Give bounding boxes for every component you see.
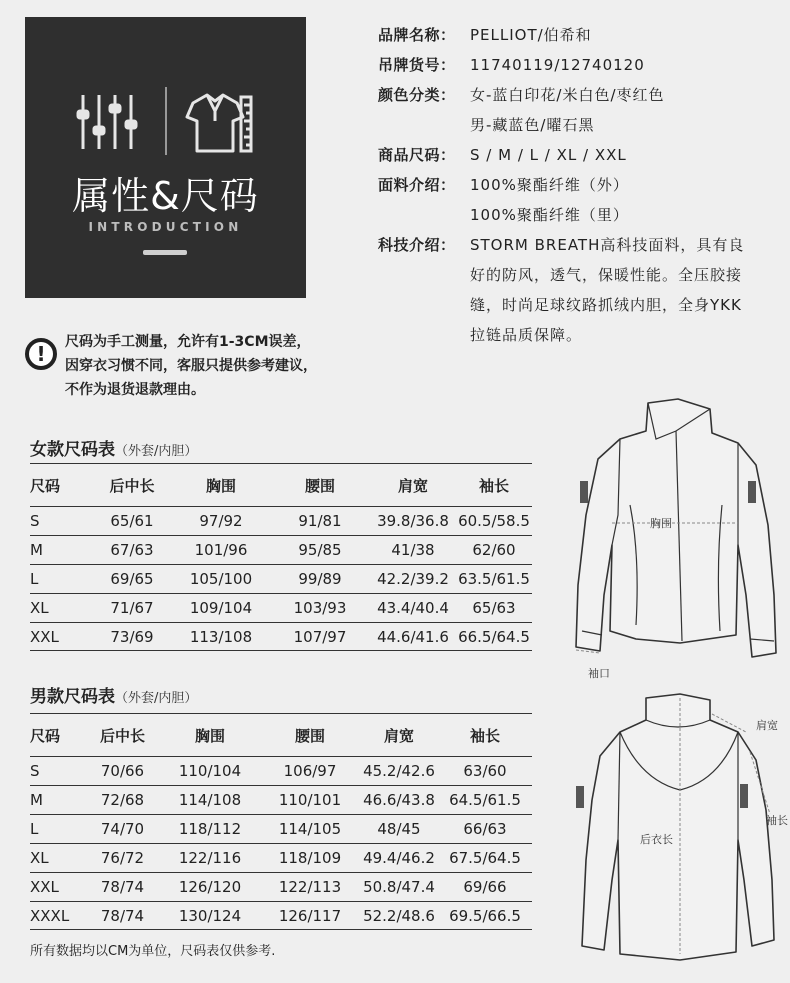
table-cell: XL xyxy=(30,599,49,617)
table-row xyxy=(30,564,532,593)
table-cell: 50.8/47.4 xyxy=(363,878,435,896)
table-row xyxy=(30,535,532,564)
info-row xyxy=(378,50,778,80)
table-cell: L xyxy=(30,820,39,838)
info-value: 拉链品质保障。 xyxy=(470,326,583,344)
jacket-front-illustration xyxy=(560,395,790,685)
men-size-table xyxy=(30,713,532,930)
info-values xyxy=(470,140,778,170)
footnote: 所有数据均以CM为单位，尺码表仅供参考. xyxy=(30,944,276,959)
jacket-back-illustration xyxy=(560,690,790,980)
info-label: 吊牌货号： xyxy=(378,56,456,74)
warning-text xyxy=(65,330,317,402)
table-row xyxy=(30,872,532,901)
table-row xyxy=(30,901,532,930)
table-cell: 71/67 xyxy=(110,599,154,617)
table-cell: 63.5/61.5 xyxy=(458,570,530,588)
table-cell: 95/85 xyxy=(298,541,342,559)
women-size-chart-title xyxy=(30,435,197,460)
warning-line: 尺码为手工测量，允许有1-3CM误差， xyxy=(65,334,311,350)
sleeve-length-label: 袖长 xyxy=(766,814,788,827)
table-cell: 63/60 xyxy=(463,762,507,780)
table-cell: 65/61 xyxy=(110,512,154,530)
warning-line: 不作为退货退款理由。 xyxy=(65,382,205,398)
info-value: 缝，时尚足球纹路抓绒内胆，全身YKK xyxy=(470,296,742,314)
table-cell: 114/105 xyxy=(278,820,342,838)
women-size-table xyxy=(30,463,532,651)
table-header-cell: 尺码 xyxy=(30,726,61,745)
table-row xyxy=(30,756,532,785)
table-cell: 41/38 xyxy=(391,541,435,559)
table-cell: 110/101 xyxy=(278,791,342,809)
info-value: STORM BREATH高科技面料，具有良 xyxy=(470,236,745,254)
table-header-row xyxy=(30,714,532,756)
men-title-text: 男款尺码表 xyxy=(30,687,115,707)
info-row xyxy=(378,20,778,50)
polo-shirt-icon xyxy=(187,95,243,151)
table-row xyxy=(30,843,532,872)
back-length-label: 后衣长 xyxy=(640,833,673,846)
table-cell: 130/124 xyxy=(178,906,242,925)
attribute-banner xyxy=(25,17,306,298)
info-value: 男-藏蓝色/曜石黑 xyxy=(470,116,595,134)
men-size-chart-title xyxy=(30,682,197,707)
table-cell: 49.4/46.2 xyxy=(363,849,435,867)
table-cell: 99/89 xyxy=(298,570,342,588)
warning-line: 因穿衣习惯不同，客服只提供参考建议， xyxy=(65,358,317,374)
table-cell: 64.5/61.5 xyxy=(449,791,521,809)
chest-label: 胸围 xyxy=(650,517,672,530)
table-cell: 43.4/40.4 xyxy=(377,599,449,617)
banner-accent-bar xyxy=(143,250,187,255)
info-values xyxy=(470,170,778,230)
info-value: PELLIOT/伯希和 xyxy=(470,26,592,44)
table-cell: 44.6/41.6 xyxy=(377,627,449,646)
info-value: S / M / L / XL / XXL xyxy=(470,146,627,164)
info-value: 11740119/12740120 xyxy=(470,56,645,74)
table-cell: 113/108 xyxy=(189,627,253,646)
table-row xyxy=(30,593,532,622)
table-header-cell: 后中长 xyxy=(109,476,155,495)
table-header-cell: 腰围 xyxy=(294,726,325,745)
table-cell: 118/109 xyxy=(278,849,342,867)
table-cell: 114/108 xyxy=(178,791,242,809)
table-cell: 118/112 xyxy=(178,820,242,838)
table-header-cell: 肩宽 xyxy=(383,726,414,745)
table-row xyxy=(30,814,532,843)
table-cell: S xyxy=(30,762,40,780)
info-values xyxy=(470,80,778,140)
women-title-note: （外套/内胆） xyxy=(115,444,198,459)
table-cell: 103/93 xyxy=(293,599,347,617)
table-cell: 66.5/64.5 xyxy=(458,627,530,646)
table-cell: 70/66 xyxy=(100,762,145,780)
table-cell: 48/45 xyxy=(377,820,421,838)
table-cell: 60.5/58.5 xyxy=(458,512,530,530)
table-header-cell: 胸围 xyxy=(205,476,236,495)
table-cell: 107/97 xyxy=(293,627,347,646)
info-row xyxy=(378,80,778,140)
table-cell: 110/104 xyxy=(178,762,242,780)
table-cell: 78/74 xyxy=(100,878,145,896)
table-row xyxy=(30,622,532,651)
sliders-icon xyxy=(78,95,136,149)
table-cell: 39.8/36.8 xyxy=(377,512,449,530)
men-title-note: （外套/内胆） xyxy=(115,691,198,706)
info-label: 品牌名称： xyxy=(378,26,456,44)
info-row xyxy=(378,230,778,350)
table-cell: 97/92 xyxy=(199,512,243,530)
info-value: 100%聚酯纤维（里） xyxy=(470,206,629,224)
info-values xyxy=(470,230,778,350)
table-cell: XXL xyxy=(30,627,59,646)
info-values xyxy=(470,20,778,50)
jacket-front-diagram xyxy=(560,395,790,685)
table-cell: 72/68 xyxy=(100,791,145,809)
table-header-cell: 后中长 xyxy=(99,726,145,745)
table-cell: XXXL xyxy=(30,906,70,925)
banner-subtitle: INTRODUCTION xyxy=(88,220,243,234)
table-header-row xyxy=(30,464,532,506)
table-cell: 62/60 xyxy=(472,541,516,559)
info-label: 科技介绍： xyxy=(378,236,456,254)
table-cell: XXL xyxy=(30,878,59,896)
table-cell: 45.2/42.6 xyxy=(363,762,435,780)
banner-icons xyxy=(25,87,306,157)
table-cell: 65/63 xyxy=(472,599,516,617)
info-label: 面料介绍： xyxy=(378,176,456,194)
table-header-cell: 袖长 xyxy=(469,726,500,745)
info-row xyxy=(378,140,778,170)
table-cell: S xyxy=(30,512,40,530)
table-cell: 106/97 xyxy=(283,762,337,780)
table-cell: 109/104 xyxy=(189,599,253,617)
table-cell: 52.2/48.6 xyxy=(363,906,435,925)
table-header-cell: 肩宽 xyxy=(397,476,428,495)
jacket-back-diagram xyxy=(560,690,790,980)
table-cell: 69/66 xyxy=(463,878,507,896)
table-header-cell: 袖长 xyxy=(478,476,509,495)
exclamation-icon: ! xyxy=(25,338,57,370)
table-header-cell: 尺码 xyxy=(30,476,61,495)
table-row xyxy=(30,506,532,535)
info-label: 颜色分类： xyxy=(378,86,456,104)
women-title-text: 女款尺码表 xyxy=(30,440,115,460)
cuff-label: 袖口 xyxy=(588,667,610,680)
table-header-cell: 胸围 xyxy=(194,726,225,745)
info-row xyxy=(378,170,778,230)
table-cell: 66/63 xyxy=(463,820,507,838)
table-cell: 101/96 xyxy=(194,541,248,559)
table-cell: M xyxy=(30,541,43,559)
table-cell: 74/70 xyxy=(100,820,145,838)
banner-title: 属性&尺码 xyxy=(72,174,259,218)
table-header-cell: 腰围 xyxy=(304,476,335,495)
table-cell: XL xyxy=(30,849,49,867)
table-cell: L xyxy=(30,570,39,588)
ruler-icon xyxy=(241,97,251,151)
info-values xyxy=(470,50,778,80)
table-row xyxy=(30,785,532,814)
table-cell: 105/100 xyxy=(189,570,253,588)
table-cell: 91/81 xyxy=(298,512,342,530)
table-cell: 126/117 xyxy=(278,906,342,925)
table-cell: 126/120 xyxy=(178,878,242,896)
table-cell: 73/69 xyxy=(110,627,154,646)
shoulder-width-label: 肩宽 xyxy=(756,719,778,732)
table-cell: 69.5/66.5 xyxy=(449,906,521,925)
table-cell: 67/63 xyxy=(110,541,154,559)
info-value: 女-蓝白印花/米白色/枣红色 xyxy=(470,86,665,104)
table-cell: 42.2/39.2 xyxy=(377,570,449,588)
info-value: 100%聚酯纤维（外） xyxy=(470,176,629,194)
table-cell: M xyxy=(30,791,43,809)
table-cell: 46.6/43.8 xyxy=(363,791,435,809)
table-cell: 76/72 xyxy=(100,849,145,867)
product-info xyxy=(378,20,778,350)
table-cell: 122/113 xyxy=(278,878,342,896)
info-label: 商品尺码： xyxy=(378,146,456,164)
table-cell: 69/65 xyxy=(110,570,154,588)
info-value: 好的防风，透气，保暖性能。全压胶接 xyxy=(470,266,743,284)
table-cell: 78/74 xyxy=(100,906,145,925)
table-cell: 67.5/64.5 xyxy=(449,849,521,867)
table-cell: 122/116 xyxy=(178,849,242,867)
